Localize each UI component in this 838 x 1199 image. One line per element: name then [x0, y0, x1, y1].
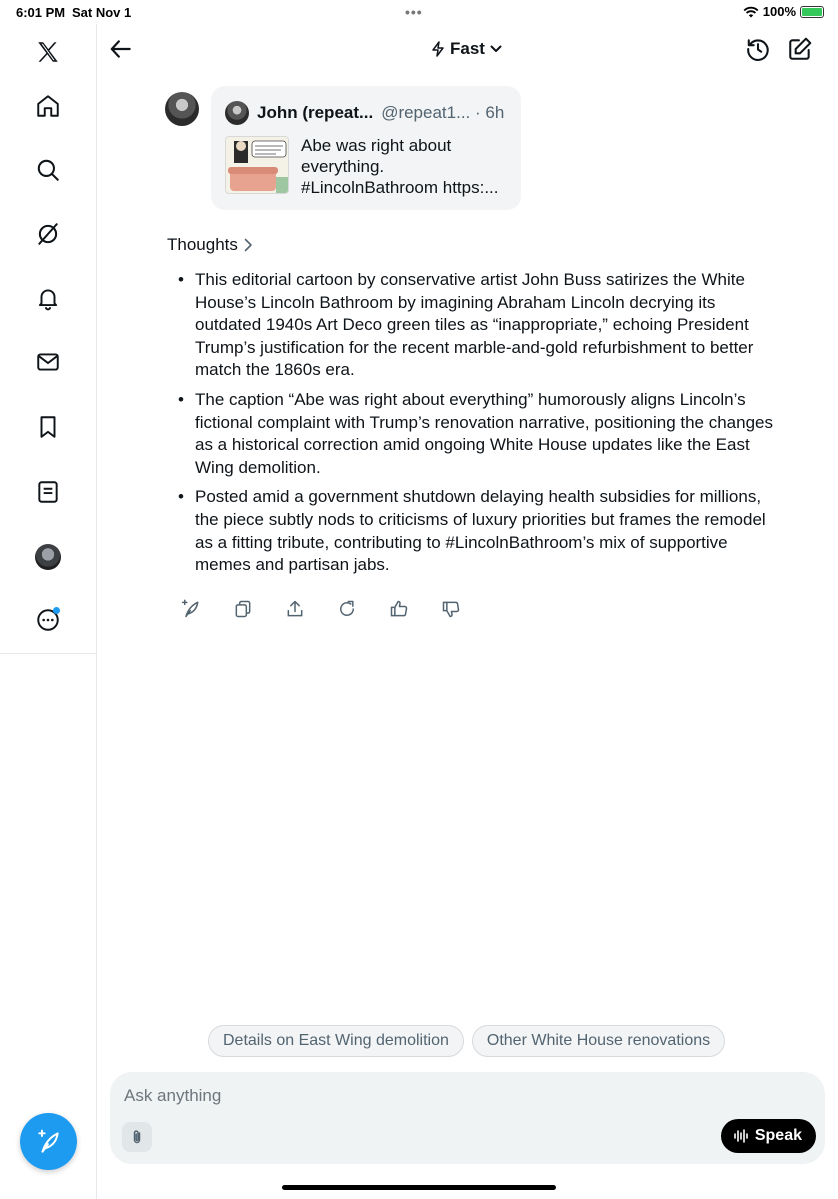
mode-label: Fast — [450, 39, 485, 58]
quoted-author-handle-time: @repeat1... · 6h — [381, 103, 505, 122]
quoted-post-header — [225, 101, 504, 125]
quoted-author-avatar — [225, 101, 249, 125]
composer — [110, 1072, 825, 1164]
voice-waveform-icon — [733, 1129, 749, 1143]
bookmark-icon[interactable] — [30, 409, 66, 445]
response-bullet: • This editorial cartoon by conservative artist John Buss satirizes the White House’s Lincoln Bathroom by imagining Abraham Lincoln decrying its outdated 1940s Art Deco green tiles as “inappropriate,” echoing President Trump’s justification for the recent marble-and-gold refurbishment to better match the 1860s era. — [176, 269, 776, 382]
quoted-post-image[interactable] — [225, 136, 289, 194]
thumbs-up-icon[interactable] — [389, 598, 409, 620]
lightning-icon — [431, 41, 445, 57]
back-arrow-icon[interactable] — [108, 36, 134, 62]
quoted-author-name: John (repeat... — [257, 103, 374, 122]
quoted-text-line: Abe was right about — [301, 136, 452, 155]
home-indicator[interactable] — [282, 1185, 556, 1190]
quoted-post-text — [301, 135, 513, 198]
battery-percent: 100% — [762, 4, 796, 19]
response-actions — [181, 598, 461, 620]
wifi-icon — [743, 6, 759, 18]
thumbs-down-icon[interactable] — [441, 598, 461, 620]
thoughts-label: Thoughts — [167, 235, 238, 254]
profile-avatar[interactable] — [30, 539, 66, 575]
status-bar — [0, 0, 838, 24]
messages-mail-icon[interactable] — [30, 344, 66, 380]
response-bullet: • Posted amid a government shutdown delaying health subsidies for millions, the piece subtly nods to criticisms of luxury priorities but frames the remodel as a fitting tribute, contributing to #LincolnBathroom’s mix of supportive memes and partisan jabs. — [176, 486, 776, 576]
mode-selector[interactable] — [431, 39, 502, 59]
response-bullet: • The caption “Abe was right about everything” humorously aligns Lincoln’s fictional complaint with Trump’s renovation narrative, positioning the changes as a historical correction amid ongoing White House updates like the East Wing demolition. — [176, 389, 776, 479]
regenerate-icon[interactable] — [337, 598, 357, 620]
home-icon[interactable] — [30, 88, 66, 124]
chevron-down-icon — [490, 45, 502, 53]
quoted-text-line: everything. — [301, 157, 385, 176]
x-logo-icon[interactable] — [30, 34, 66, 70]
suggestion-chip[interactable]: Other White House renovations — [472, 1025, 725, 1057]
status-indicators — [743, 4, 824, 19]
notification-dot — [53, 607, 60, 614]
create-post-icon[interactable] — [181, 598, 201, 620]
status-date: Sat Nov 1 — [72, 5, 132, 20]
speak-label: Speak — [754, 1127, 802, 1144]
new-chat-edit-icon[interactable] — [787, 36, 813, 62]
share-icon[interactable] — [285, 598, 305, 620]
suggestion-chips — [208, 1025, 725, 1057]
top-bar — [98, 24, 838, 74]
user-avatar — [165, 92, 199, 126]
chevron-right-icon — [244, 238, 253, 252]
feather-plus-icon — [36, 1129, 62, 1155]
response-bullets — [176, 269, 776, 584]
more-options-icon[interactable] — [30, 602, 66, 638]
ask-input[interactable] — [124, 1084, 684, 1108]
status-time: 6:01 PM — [16, 5, 66, 20]
search-icon[interactable] — [30, 152, 66, 188]
notifications-bell-icon[interactable] — [30, 280, 66, 316]
history-icon[interactable] — [745, 36, 771, 62]
grok-icon[interactable] — [30, 216, 66, 252]
compose-post-button[interactable] — [20, 1113, 77, 1170]
battery-icon — [800, 6, 824, 18]
suggestion-chip[interactable]: Details on East Wing demolition — [208, 1025, 464, 1057]
attach-button[interactable] — [122, 1122, 152, 1152]
sidebar — [0, 24, 97, 1199]
quoted-text-line: #LincolnBathroom https:... — [301, 178, 499, 197]
multitasking-dots-icon[interactable]: ••• — [405, 4, 423, 20]
thoughts-toggle[interactable] — [167, 235, 253, 255]
speak-button[interactable] — [721, 1119, 816, 1153]
quoted-post-card[interactable] — [211, 86, 521, 210]
copy-icon[interactable] — [233, 598, 253, 620]
paperclip-icon — [130, 1129, 144, 1145]
sidebar-divider — [0, 653, 97, 654]
lists-icon[interactable] — [30, 474, 66, 510]
